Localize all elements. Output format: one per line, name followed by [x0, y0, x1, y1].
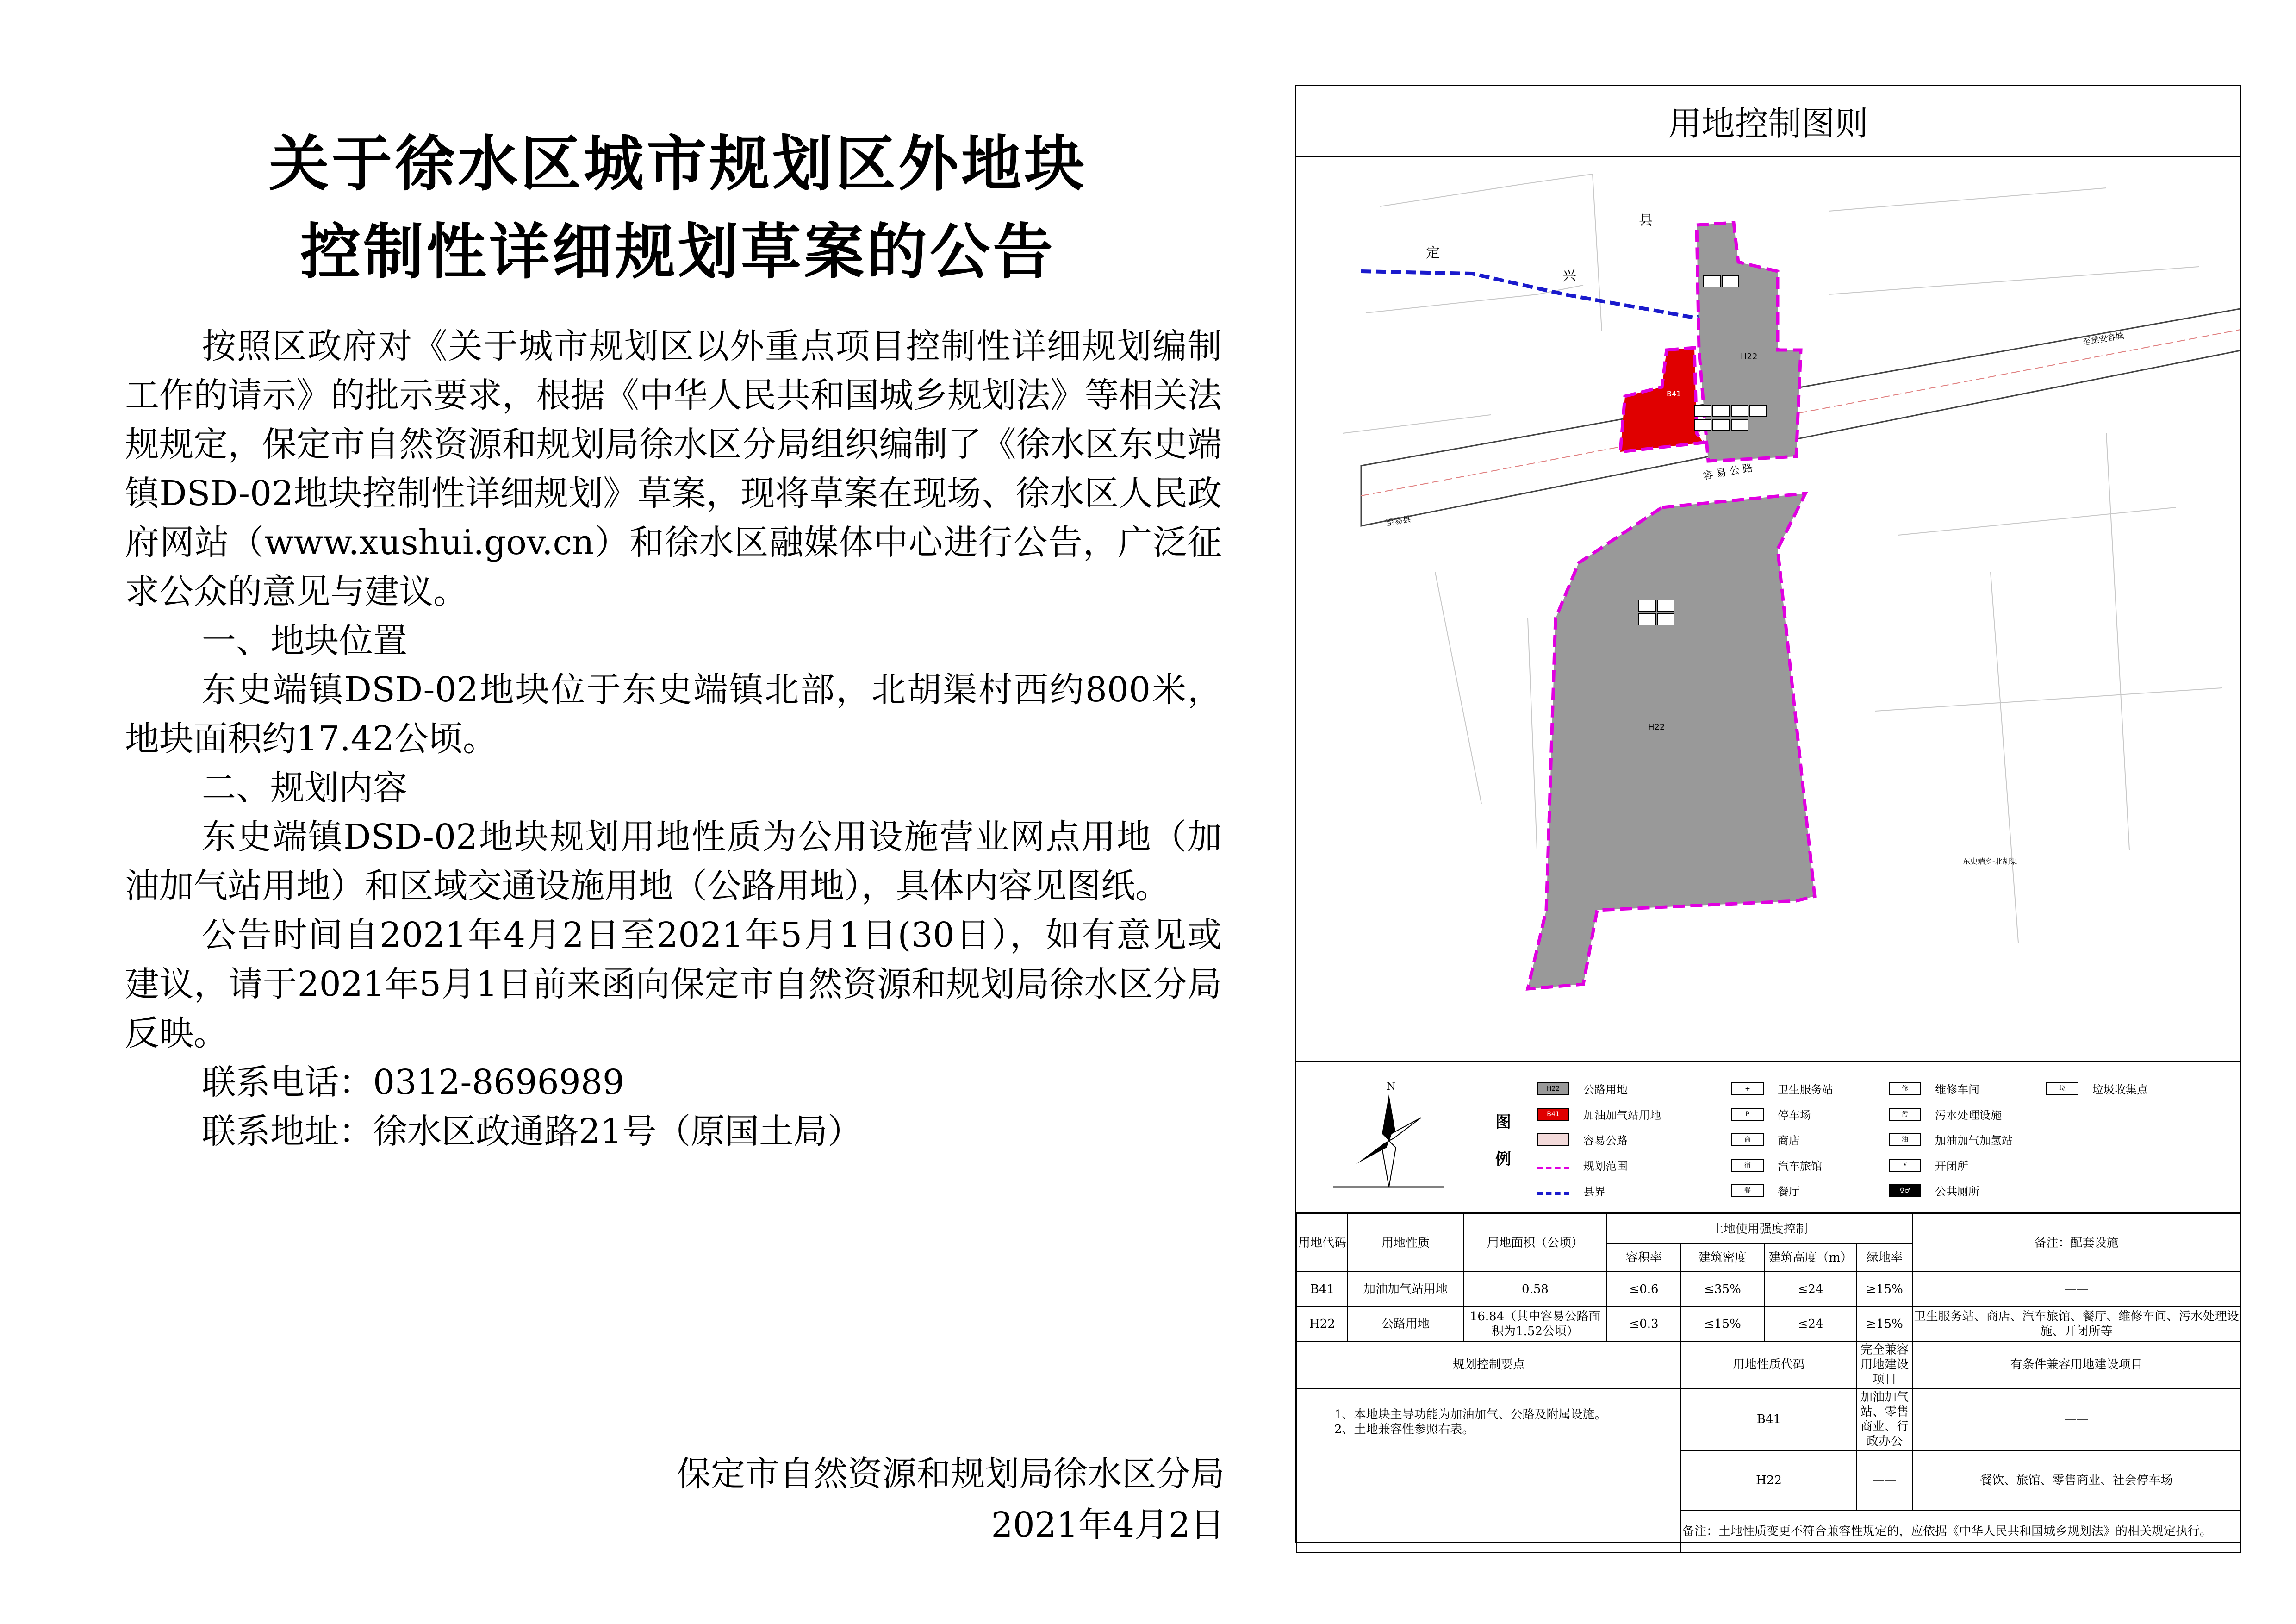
legend-item-county-boundary: [1537, 1182, 1605, 1199]
th-nature: 用地性质: [1348, 1214, 1463, 1272]
th-height: 建筑高度（m）: [1764, 1244, 1857, 1272]
control-point-2: 2、土地兼容性参照右表。: [1334, 1423, 1475, 1437]
land-control-table: [1296, 1213, 2241, 1553]
cell-green: ≥15%: [1857, 1272, 1912, 1306]
cell-note: ——: [1912, 1272, 2240, 1306]
toilet-icon: ♀♂: [1889, 1184, 1921, 1197]
map-label-county-1: 定: [1426, 245, 1440, 261]
paragraph-location: 东史端镇DSD-02地块位于东史端镇北部，北胡渠村西约800米，地块面积约17.42公顷。: [125, 670, 1222, 759]
map-label-road-southeast: 东史端乡-北胡渠: [1963, 857, 2017, 866]
cell-far: ≤0.6: [1607, 1272, 1681, 1306]
legend-heading: 图例: [1495, 1113, 1511, 1168]
legend-label: 规划范围: [1583, 1160, 1628, 1173]
legend-label: 垃圾收集点: [2092, 1083, 2148, 1096]
th-note: 备注：配套设施: [1912, 1214, 2240, 1272]
cell-green: ≥15%: [1857, 1306, 1912, 1341]
legend-item-toilet: [1889, 1182, 1979, 1199]
legend-swatch: 商: [1731, 1133, 1764, 1146]
paragraph-content: 东史端镇DSD-02地块规划用地性质为公用设施营业网点用地（加油加气站用地）和区域交通设施用地（公路用地），具体内容见图纸。: [125, 817, 1222, 906]
legend-swatch: B41: [1537, 1108, 1569, 1121]
legend-item-b41: [1537, 1106, 1661, 1122]
legend-swatch: 宿: [1731, 1159, 1764, 1172]
b41-gas-station-plot: [1620, 348, 1704, 452]
signature: 保定市自然资源和规划局徐水区分局: [677, 1454, 1225, 1494]
cell-density: ≤15%: [1681, 1306, 1764, 1341]
legend-item-clinic: [1731, 1081, 1833, 1097]
plan-drawing-panel: [1295, 85, 2241, 1543]
legend-swatch: P: [1731, 1108, 1764, 1121]
legend-swatch: 修: [1889, 1082, 1921, 1095]
svg-text:N: N: [1387, 1081, 1396, 1093]
legend-label: 商店: [1778, 1134, 1800, 1147]
legend-item-repair: [1889, 1081, 1979, 1097]
cell-nature: 公路用地: [1348, 1306, 1463, 1341]
legend-swatch: 油: [1889, 1133, 1921, 1146]
table-row: [1297, 1272, 2240, 1306]
compat-note: 备注：土地性质变更不符合兼容性规定的，应依据《中华人民共和国城乡规划法》的相关规定执行。: [1681, 1511, 2240, 1552]
legend-label: 容易公路: [1583, 1134, 1628, 1147]
legend-item-restaurant: [1731, 1182, 1800, 1199]
legend-item-parking: [1731, 1106, 1811, 1122]
legend-swatch: 垃: [2046, 1082, 2078, 1095]
north-arrow-icon: [1329, 1076, 1449, 1196]
legend-label: 公共厕所: [1935, 1185, 1979, 1198]
legend-label: 开闭所: [1935, 1160, 1968, 1173]
legend-label: 维修车间: [1935, 1083, 1979, 1096]
control-points: [1297, 1388, 1681, 1552]
compat-full: ——: [1857, 1450, 1912, 1511]
site-map: [1296, 156, 2240, 1052]
compat-full: 加油加气站、零售商业、行政办公: [1857, 1388, 1912, 1450]
th-far: 容积率: [1607, 1244, 1681, 1272]
legend-label: 公路用地: [1583, 1083, 1628, 1096]
cell-area: 0.58: [1463, 1272, 1607, 1306]
cell-height: ≤24: [1764, 1272, 1857, 1306]
county-boundary: [1361, 257, 1704, 318]
th-compat-cond: 有条件兼容用地建设项目: [1912, 1341, 2240, 1388]
legend-item-h22: [1537, 1081, 1628, 1097]
legend-item-sewage: [1889, 1106, 2002, 1122]
cell-area: 16.84（其中容易公路面积为1.52公顷）: [1463, 1306, 1607, 1341]
cell-far: ≤0.3: [1607, 1306, 1681, 1341]
map-label-road-name: 容 易 公 路: [1702, 462, 1754, 482]
legend-label: 县界: [1583, 1185, 1605, 1198]
legend-swatch: H22: [1537, 1082, 1569, 1095]
site-map-svg: [1296, 156, 2240, 1052]
th-compat-full: 完全兼容用地建设项目: [1857, 1341, 1912, 1388]
panel-title: 用地控制图则: [1296, 86, 2240, 157]
legend-label: 污水处理设施: [1935, 1109, 2002, 1122]
heading-location: 一、地块位置: [202, 621, 407, 661]
th-area: 用地面积（公顷）: [1463, 1214, 1607, 1272]
notice-title-line1: 关于徐水区城市规划区外地块: [268, 129, 1087, 199]
paragraph-period: 公告时间自2021年4月2日至2021年5月1日(30日），如有意见或建议，请于2021年5月1日前来函向保定市自然资源和规划局徐水区分局反映。: [125, 915, 1222, 1053]
legend-item-fuel-station: [1889, 1131, 2013, 1148]
compat-cond: ——: [1912, 1388, 2240, 1450]
cell-density: ≤35%: [1681, 1272, 1764, 1306]
table-row: [1297, 1306, 2240, 1341]
compat-cond: 餐饮、旅馆、零售商业、社会停车场: [1912, 1450, 2240, 1511]
map-label-road-east: 至雄安容城: [2082, 331, 2125, 348]
notice-body: [125, 322, 1222, 1156]
cell-code: B41: [1297, 1272, 1348, 1306]
heading-content: 二、规划内容: [202, 768, 407, 808]
compat-code: B41: [1681, 1388, 1857, 1450]
notice-date: 2021年4月2日: [991, 1505, 1225, 1545]
contact-address: 联系地址：徐水区政通路21号（原国土局）: [202, 1112, 862, 1151]
legend-label: 停车场: [1778, 1109, 1811, 1122]
map-label-b41: B41: [1667, 389, 1681, 398]
map-legend: [1296, 1061, 2240, 1213]
legend-label: 餐厅: [1778, 1185, 1800, 1198]
legend-item-garbage: [2046, 1081, 2148, 1097]
h22-south-plot: [1528, 493, 1815, 989]
legend-swatch: +: [1731, 1082, 1764, 1095]
compat-code: H22: [1681, 1450, 1857, 1511]
th-compat-code: 用地性质代码: [1681, 1341, 1857, 1388]
legend-item-road: [1537, 1131, 1628, 1148]
legend-label: 汽车旅馆: [1778, 1160, 1822, 1173]
legend-item-shop: [1731, 1131, 1800, 1148]
map-label-road-west: 至易县: [1385, 514, 1412, 528]
control-point-1: 1、本地块主导功能为加油加气、公路及附属设施。: [1334, 1408, 1607, 1422]
notice-title-line2: 控制性详细规划草案的公告: [300, 217, 1056, 287]
map-label-h22-north: H22: [1741, 352, 1758, 362]
legend-item-switch-station: [1889, 1157, 1968, 1173]
legend-item-motel: [1731, 1157, 1822, 1173]
legend-label: 加油加气加氢站: [1935, 1134, 2013, 1147]
legend-swatch: 污: [1889, 1108, 1921, 1121]
th-points: 规划控制要点: [1297, 1341, 1681, 1388]
legend-swatch: [1537, 1133, 1569, 1146]
th-code: 用地代码: [1297, 1214, 1348, 1272]
switch-station-icon: ⚡: [1889, 1159, 1921, 1172]
legend-label: 卫生服务站: [1778, 1083, 1833, 1096]
th-green: 绿地率: [1857, 1244, 1912, 1272]
map-label-county-2: 兴: [1562, 268, 1576, 284]
cell-code: H22: [1297, 1306, 1348, 1341]
paragraph-intro: 按照区政府对《关于城市规划区以外重点项目控制性详细规划编制工作的请示》的批示要求，根据《中华人民共和国城乡规划法》等相关法规规定，保定市自然资源和规划局徐水区分局组织编制了《徐水区东史端镇DSD-02地块控制性详细规划》草案，现将草案在现场、徐水区人民政府网站（www.xushui.gov.cn）和徐水区融媒体中心进行公告，广泛征求公众的意见与建议。: [125, 326, 1222, 612]
map-label-h22-south: H22: [1648, 722, 1665, 732]
legend-swatch: [1537, 1187, 1569, 1195]
map-label-county-3: 县: [1639, 212, 1653, 229]
cell-height: ≤24: [1764, 1306, 1857, 1341]
legend-item-plan-boundary: [1537, 1157, 1628, 1173]
th-density: 建筑密度: [1681, 1244, 1764, 1272]
contact-phone: 联系电话：0312-8696989: [202, 1062, 624, 1102]
legend-swatch: 餐: [1731, 1184, 1764, 1197]
th-intensity: 土地使用强度控制: [1607, 1214, 1912, 1244]
legend-swatch: [1537, 1161, 1569, 1169]
cell-note: 卫生服务站、商店、汽车旅馆、餐厅、维修车间、污水处理设施、开闭所等: [1912, 1306, 2240, 1341]
legend-label: 加油加气站用地: [1583, 1109, 1661, 1122]
cell-nature: 加油加气站用地: [1348, 1272, 1463, 1306]
h22-north-plot: [1697, 223, 1801, 461]
